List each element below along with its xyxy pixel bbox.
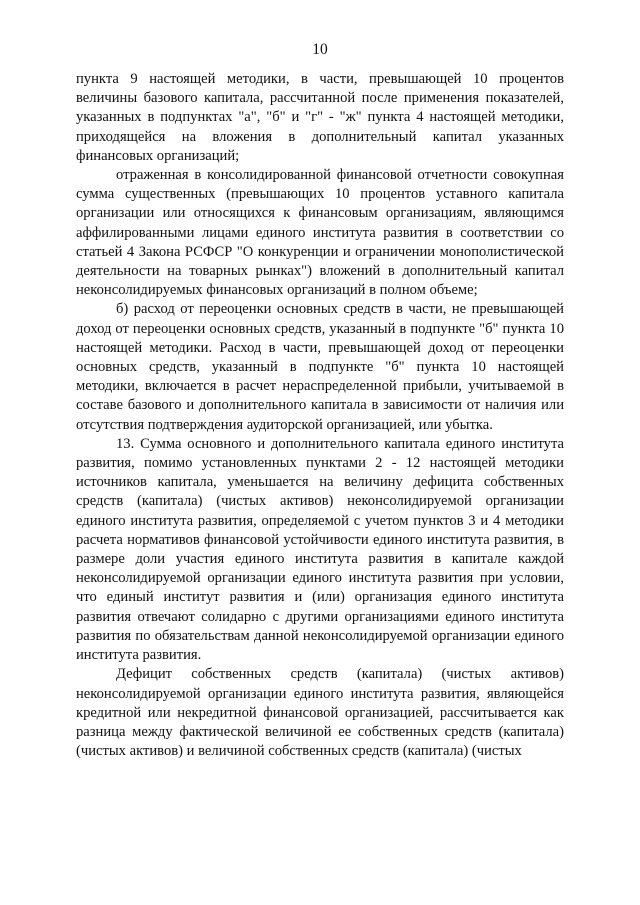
paragraph-3: б) расход от переоценки основных средств в части, не превышающей доход от переоценки основных средств, указанный в подпункте "б" пункта 10 настоящей методики. Расход в части, превышающей доход от переоценки основных средств, указанный в подпункте "б" пункта 10 настоящей методики, включается в расчет нераспределенной прибыли, учитываемой в составе базового и дополнительного капитала в зависимости от наличия или отсутствия подтверждения аудиторской организацией, или убытка. (76, 301, 564, 433)
paragraph-5: Дефицит собственных средств (капитала) (чистых активов) неконсолидируемой организации единого института развития, являющейся кредитной или некредитной финансовой организацией, рассчитывается как разница между фактической величиной ее собственных средств (капитала) (чистых активов) и величиной собственных средств (капитала) (чистых (76, 666, 564, 760)
document-body (76, 70, 564, 761)
paragraph-2: отраженная в консолидированной финансовой отчетности совокупная сумма существенных (превышающих 10 процентов уставного капитала организации или относящихся к финансовым организациям, являющимся аффилированными лицами единого института развития в соответствии со статьей 4 Закона РСФСР "О конкуренции и ограничении монополистической деятельности на товарных рынках") вложений в дополнительный капитал неконсолидируемых финансовых организаций в полном объеме; (76, 167, 564, 299)
paragraph-4: 13. Сумма основного и дополнительного капитала единого института развития, помимо установленных пунктами 2 - 12 настоящей методики источников капитала, уменьшается на величину дефицита собственных средств (капитала) (чистых активов) неконсолидируемой организации единого института развития, определяемой с учетом пунктов 3 и 4 методики расчета нормативов финансовой устойчивости единого института развития, в размере доли участия единого института развития в капитале каждой неконсолидируемой организации единого института развития при условии, что единый институт развития и (или) организация единого института развития отвечают солидарно с другими организациями единого института развития по обязательствам данной неконсолидируемой организации единого института развития. (76, 435, 564, 664)
paragraph-1: пункта 9 настоящей методики, в части, превышающей 10 процентов величины базового капитала, рассчитанной после применения показателей, указанных в подпунктах "а", "б" и "г" - "ж" пункта 4 настоящей методики, приходящейся на вложения в дополнительный капитал указанных финансовых организаций; (76, 71, 564, 164)
page-number: 10 (312, 41, 328, 58)
